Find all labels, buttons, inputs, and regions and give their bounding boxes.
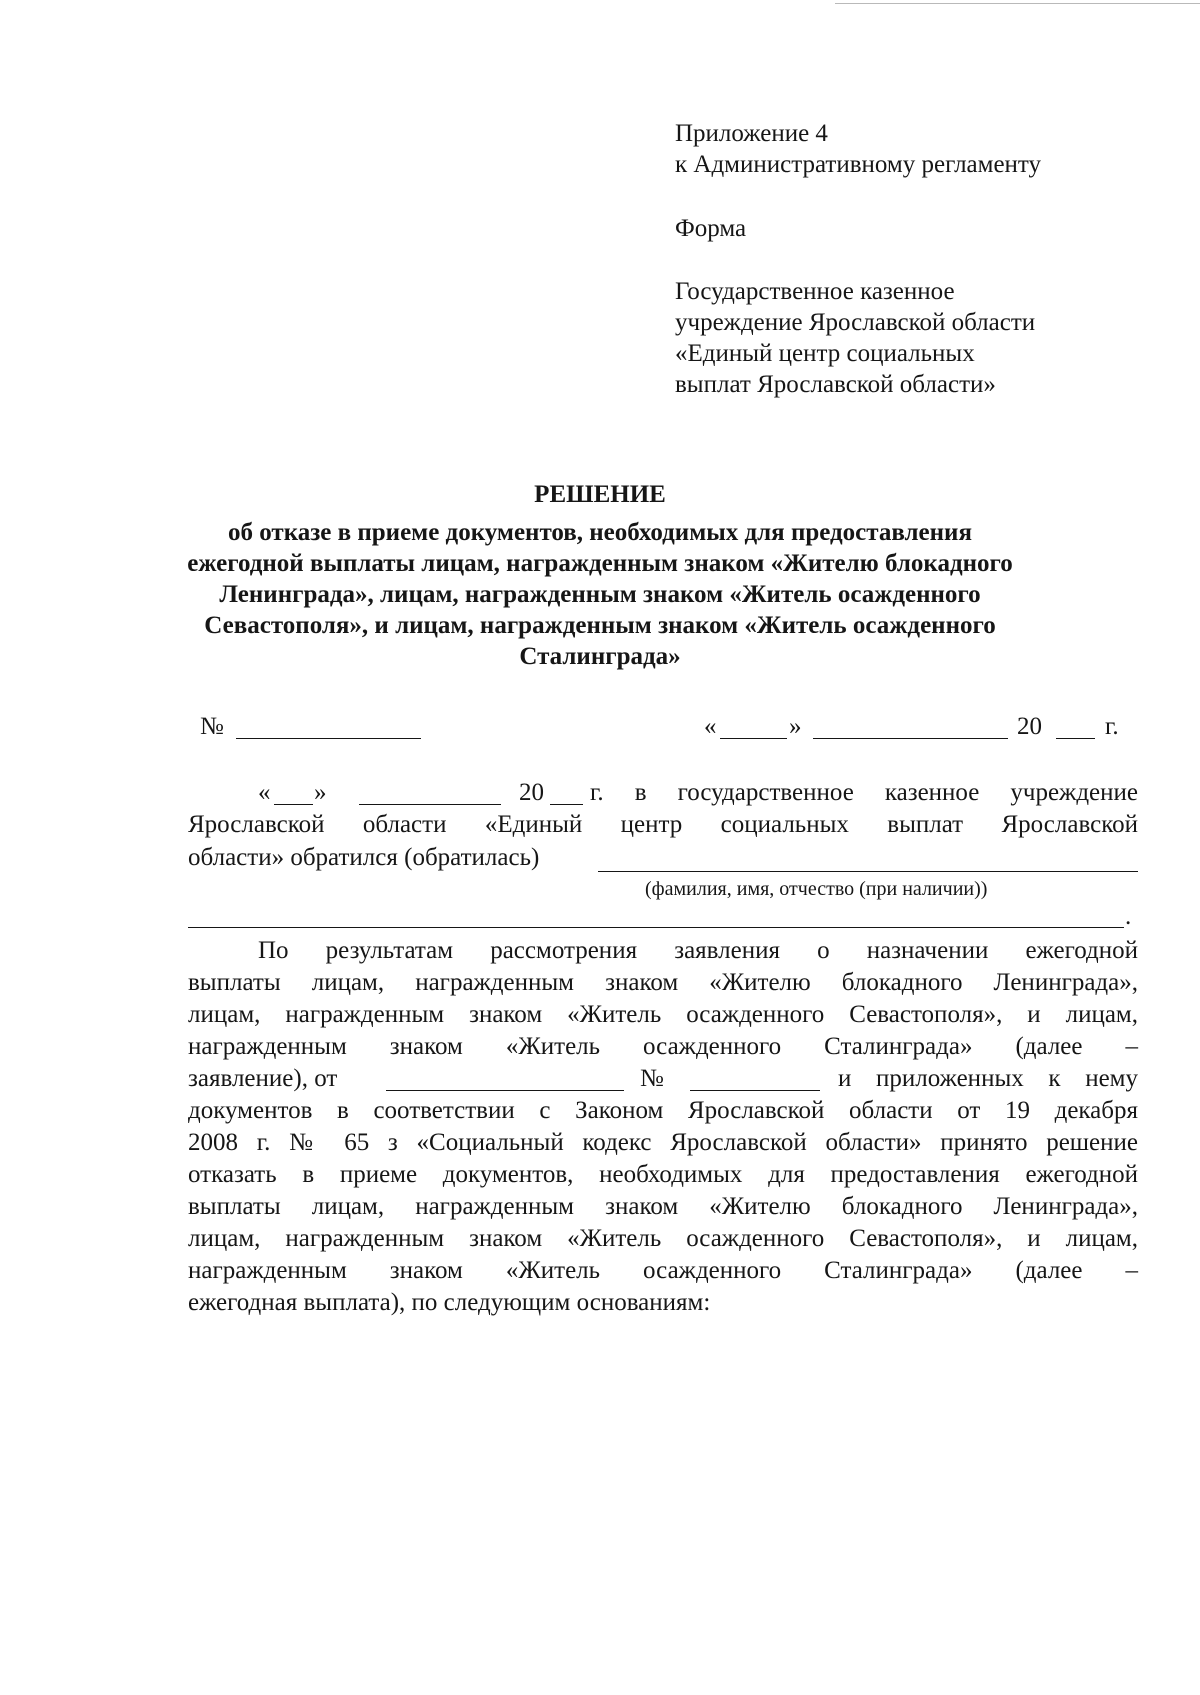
applicant-line-end: .: [1125, 903, 1132, 930]
applicant-name-blank-2: [188, 927, 1124, 928]
scan-edge-line: [835, 3, 1200, 4]
body-line: выплаты лицам, награжденным знаком «Жителю блокадного Ленинграда»,: [188, 1193, 1138, 1220]
body-line: выплаты лицам, награжденным знаком «Жителю блокадного Ленинграда»,: [188, 969, 1138, 996]
appeal-quote-close: »: [314, 779, 327, 806]
applicant-name-blank: [598, 871, 1138, 872]
date-month-blank: [813, 738, 1008, 739]
body-line: 2008 г. № 65 з «Социальный кодекс Ярославской области» принято решение: [188, 1129, 1138, 1156]
body-line: награжденным знаком «Житель осажденного Сталинграда» (далее –: [188, 1033, 1138, 1060]
date-quote-open: «: [704, 713, 717, 740]
appendix-label: Приложение 4: [675, 120, 828, 147]
date-day-blank: [720, 738, 787, 739]
title-line: Ленинграда», лицам, награжденным знаком «Житель осажденного: [219, 581, 981, 608]
org-line: учреждение Ярославской области: [675, 309, 1036, 336]
body-line: документов в соответствии с Законом Ярославской области от 19 декабря: [188, 1097, 1138, 1124]
number-sign: №: [200, 713, 224, 740]
title-line: Севастополя», и лицам, награжденным знаком «Житель осажденного: [204, 612, 996, 639]
body-line-5b: №: [640, 1065, 664, 1092]
applicant-name-caption: (фамилия, имя, отчество (при наличии)): [645, 878, 988, 900]
date-year-suffix: г.: [1105, 713, 1119, 740]
application-date-blank: [386, 1090, 624, 1091]
appeal-line1-tail: г. в государственное казенное учреждение: [590, 779, 1138, 806]
body-line: отказать в приеме документов, необходимых для предоставления ежегодной: [188, 1161, 1138, 1188]
body-line-5a: заявление), от: [188, 1065, 338, 1092]
regulation-label: к Административному регламенту: [675, 151, 1042, 178]
title-line: об отказе в приеме документов, необходимых для предоставления: [228, 519, 972, 546]
title-line: Сталинграда»: [519, 643, 681, 670]
appeal-line: Ярославской области «Единый центр социальных выплат Ярославской: [188, 811, 1138, 838]
title-heading: РЕШЕНИЕ: [534, 481, 666, 508]
body-line: лицам, награжденным знаком «Житель осажденного Севастополя», и лицам,: [188, 1225, 1138, 1252]
appeal-day-blank: [274, 804, 313, 805]
document-title: [150, 479, 1050, 672]
org-line: Государственное казенное: [675, 278, 955, 305]
org-line: выплат Ярославской области»: [675, 371, 996, 398]
appeal-month-blank: [359, 804, 501, 805]
appeal-line: области» обратился (обратилась): [188, 844, 540, 871]
date-year-prefix: 20: [1017, 713, 1042, 740]
application-number-blank: [690, 1090, 820, 1091]
body-line: награжденным знаком «Житель осажденного Сталинграда» (далее –: [188, 1257, 1138, 1284]
body-line: По результатам рассмотрения заявления о назначении ежегодной: [258, 937, 1138, 964]
org-line: «Единый центр социальных: [675, 340, 975, 367]
number-blank: [236, 738, 421, 739]
date-quote-close: »: [789, 713, 802, 740]
appeal-year-blank: [550, 804, 583, 805]
appeal-year-prefix: 20: [519, 779, 544, 806]
form-label: Форма: [675, 215, 747, 242]
body-line: ежегодная выплата), по следующим основаниям:: [188, 1289, 711, 1316]
body-line-5c: и приложенных к нему: [838, 1065, 1138, 1092]
body-line: лицам, награжденным знаком «Житель осажденного Севастополя», и лицам,: [188, 1001, 1138, 1028]
appeal-quote-open: «: [258, 779, 271, 806]
title-line: ежегодной выплаты лицам, награжденным знаком «Жителю блокадного: [187, 550, 1013, 577]
date-year-blank: [1056, 738, 1095, 739]
header-block: [675, 118, 1145, 400]
